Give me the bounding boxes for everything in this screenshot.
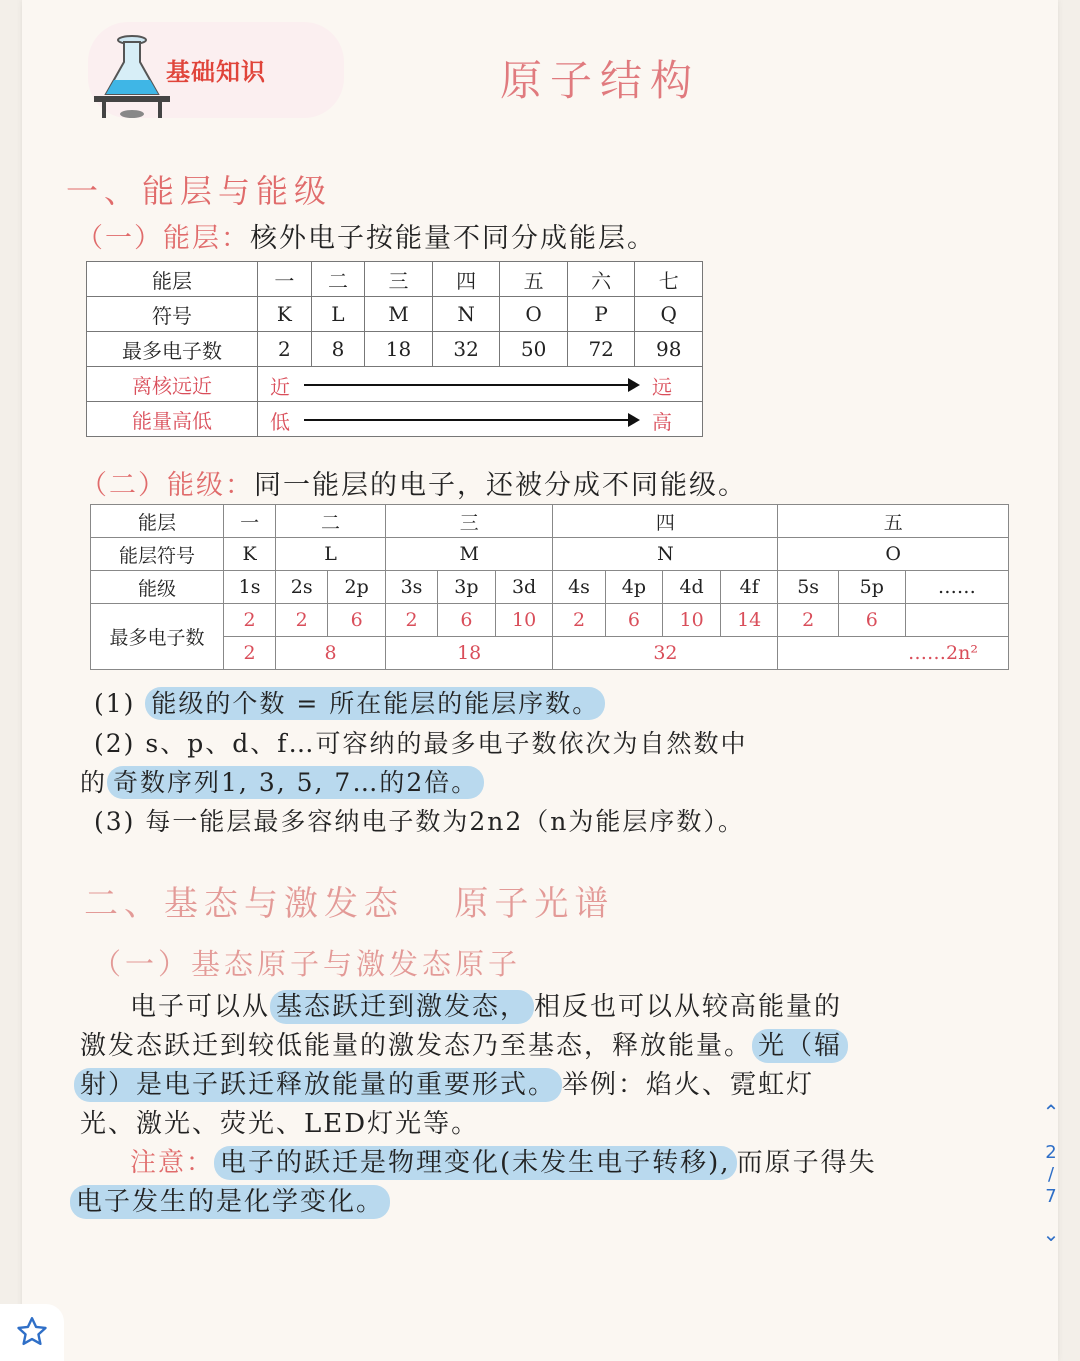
- page-navigator: [1036, 1100, 1066, 1246]
- text-span: 激发态跃迁到较低能量的激发态乃至基态，释放能量。: [80, 1031, 753, 1061]
- table-cell: M: [385, 538, 552, 571]
- table-cell: 四: [553, 505, 778, 538]
- note-2-line2: [80, 763, 484, 799]
- table-row: [87, 297, 703, 332]
- para-line-5: [130, 1142, 877, 1179]
- table-cell: 72: [567, 332, 635, 367]
- row-label: 能级: [91, 571, 224, 604]
- distance-arrow: [258, 367, 703, 402]
- table-cell: 一: [224, 505, 276, 538]
- section2-subheading: （一）基态原子与激发态原子: [92, 947, 522, 981]
- table-cell: 1s: [224, 571, 276, 604]
- table-cell: 2: [276, 604, 328, 637]
- table-cell: 14: [720, 604, 778, 637]
- note-1-highlight: 能级的个数 = 所在能层的能层序数。: [145, 687, 605, 720]
- table-cell: 2: [224, 604, 276, 637]
- sub1-text: 核外电子按能量不同分成能层。: [250, 223, 656, 254]
- table-cell: K: [258, 297, 312, 332]
- table-cell: 3s: [385, 571, 437, 604]
- table-cell: 50: [500, 332, 568, 367]
- note-2-line1: (2) s、p、d、f…可容纳的最多电子数依次为自然数中: [94, 729, 748, 758]
- current-page: 2: [1045, 1142, 1057, 1163]
- energy-layer-table: [86, 261, 703, 437]
- table-cell: 18: [385, 637, 552, 670]
- table-cell: 三: [385, 505, 552, 538]
- table-cell: 6: [605, 604, 663, 637]
- star-icon: [14, 1314, 50, 1350]
- para-line-6: [70, 1181, 390, 1218]
- text-span: 而原子得失: [736, 1148, 877, 1178]
- table-cell: 一: [258, 262, 312, 297]
- highlight-span: 电子的跃迁是物理变化(未发生电子转移),: [214, 1146, 737, 1180]
- table-row: [91, 505, 1009, 538]
- note-2-prefix: 的: [80, 768, 108, 797]
- text-span: 电子可以从: [130, 992, 271, 1022]
- table-cell: 10: [495, 604, 553, 637]
- table-cell: 8: [276, 637, 386, 670]
- table-cell: 2: [553, 604, 605, 637]
- table-cell: 2: [258, 332, 312, 367]
- note-2-highlight: 奇数序列1, 3, 5, 7…的2倍。: [107, 766, 484, 799]
- table-cell: 6: [328, 604, 386, 637]
- table-cell: 五: [500, 262, 568, 297]
- arrow-start-label: 近: [270, 375, 290, 399]
- table-cell: 18: [365, 332, 433, 367]
- flask-icon: [92, 24, 172, 120]
- row-label: 最多电子数: [91, 604, 224, 670]
- text-span: 相反也可以从较高能量的: [534, 992, 843, 1022]
- table-cell: 4s: [553, 571, 605, 604]
- table-cell: 2: [385, 604, 437, 637]
- table-cell: 6: [838, 604, 905, 637]
- table-cell: 二: [276, 505, 386, 538]
- note-label: 注意：: [130, 1148, 215, 1178]
- table-cell: K: [224, 538, 276, 571]
- note-1: [94, 684, 605, 720]
- table-row: [91, 571, 1009, 604]
- table-cell: 8: [311, 332, 365, 367]
- text-span: 举例：焰火、霓虹灯: [562, 1070, 815, 1100]
- table-cell: 98: [635, 332, 703, 367]
- sub1-label: （一）能层：: [76, 223, 250, 254]
- table-row: [87, 332, 703, 367]
- table-cell: L: [311, 297, 365, 332]
- table-cell: 2: [778, 604, 838, 637]
- para-line-2: [80, 1025, 848, 1062]
- arrow-end-label: 远: [652, 375, 672, 399]
- table-row: [87, 367, 703, 402]
- table-cell: 二: [311, 262, 365, 297]
- table-cell: 2p: [328, 571, 386, 604]
- highlight-span: 电子发生的是化学变化。: [70, 1185, 390, 1219]
- table-cell: 六: [567, 262, 635, 297]
- section1-sub1: [76, 216, 656, 255]
- arrow-line: [304, 384, 638, 386]
- table-cell: O: [778, 538, 1009, 571]
- highlight-span: 基态跃迁到激发态，: [270, 990, 534, 1024]
- table-cell: M: [365, 297, 433, 332]
- arrow-end-label: 高: [652, 410, 672, 434]
- table-cell: 10: [663, 604, 721, 637]
- para-line-3: [74, 1064, 814, 1101]
- row-label: 能层符号: [91, 538, 224, 571]
- section1-heading: 一、能层与能级: [66, 172, 333, 210]
- note-3: (3) 每一能层最多容纳电子数为2n2（n为能层序数）。: [94, 807, 745, 836]
- sub2-text: 同一能层的电子，还被分成不同能级。: [254, 470, 747, 501]
- table-cell: 4p: [605, 571, 663, 604]
- table-row: [87, 402, 703, 437]
- table-cell: 6: [438, 604, 496, 637]
- chevron-down-icon[interactable]: ⌄: [1042, 1222, 1060, 1246]
- energy-level-table: [90, 504, 1009, 670]
- arrow-right-icon: [628, 413, 640, 427]
- table-row: [87, 262, 703, 297]
- highlight-span: 光（辐: [752, 1029, 848, 1063]
- row-label: 能层: [87, 262, 258, 297]
- table-row: [91, 637, 1009, 670]
- arrow-line: [304, 419, 638, 421]
- chevron-up-icon[interactable]: ⌃: [1042, 1100, 1060, 1124]
- section1-sub2: [80, 463, 747, 502]
- table-cell: 4f: [720, 571, 778, 604]
- page-separator: /: [1047, 1164, 1055, 1185]
- table-cell: ……: [905, 571, 1008, 604]
- section2-heading: 二、基态与激发态 原子光谱: [84, 884, 615, 924]
- table-cell: 五: [778, 505, 1009, 538]
- arrow-right-icon: [628, 378, 640, 392]
- table-cell: P: [567, 297, 635, 332]
- sub2-label: （二）能级：: [80, 470, 254, 501]
- table-row: [91, 538, 1009, 571]
- favorite-button[interactable]: [0, 1304, 64, 1361]
- table-cell: Q: [635, 297, 703, 332]
- table-cell: O: [500, 297, 568, 332]
- row-label: 最多电子数: [87, 332, 258, 367]
- row-label: 符号: [87, 297, 258, 332]
- page-title: 原子结构: [500, 56, 701, 105]
- energy-arrow: [258, 402, 703, 437]
- table-cell: 5p: [838, 571, 905, 604]
- para-line-1: [130, 986, 842, 1023]
- table-cell: 32: [432, 332, 500, 367]
- row-label: 离核远近: [87, 367, 258, 402]
- highlight-span: 射）是电子跃迁释放能量的重要形式。: [74, 1068, 562, 1102]
- table-cell: 3d: [495, 571, 553, 604]
- table-cell: 四: [432, 262, 500, 297]
- table-cell: L: [276, 538, 386, 571]
- table-cell: 2: [224, 637, 276, 670]
- table-cell: 七: [635, 262, 703, 297]
- row-label: 能量高低: [87, 402, 258, 437]
- arrow-start-label: 低: [270, 410, 290, 434]
- table-cell: 5s: [778, 571, 838, 604]
- table-cell: 4d: [663, 571, 721, 604]
- table-cell: [905, 604, 1008, 637]
- table-cell: N: [432, 297, 500, 332]
- table-cell: ……2n²: [778, 637, 1009, 670]
- note-1-prefix: (1): [94, 689, 136, 718]
- badge-label: 基础知识: [166, 58, 266, 86]
- table-cell: 32: [553, 637, 778, 670]
- table-cell: 三: [365, 262, 433, 297]
- para-line-4: 光、激光、荧光、LED灯光等。: [80, 1109, 480, 1139]
- table-row: [91, 604, 1009, 637]
- row-label: 能层: [91, 505, 224, 538]
- total-pages: 7: [1045, 1186, 1057, 1207]
- table-cell: 3p: [438, 571, 496, 604]
- table-cell: N: [553, 538, 778, 571]
- table-cell: 2s: [276, 571, 328, 604]
